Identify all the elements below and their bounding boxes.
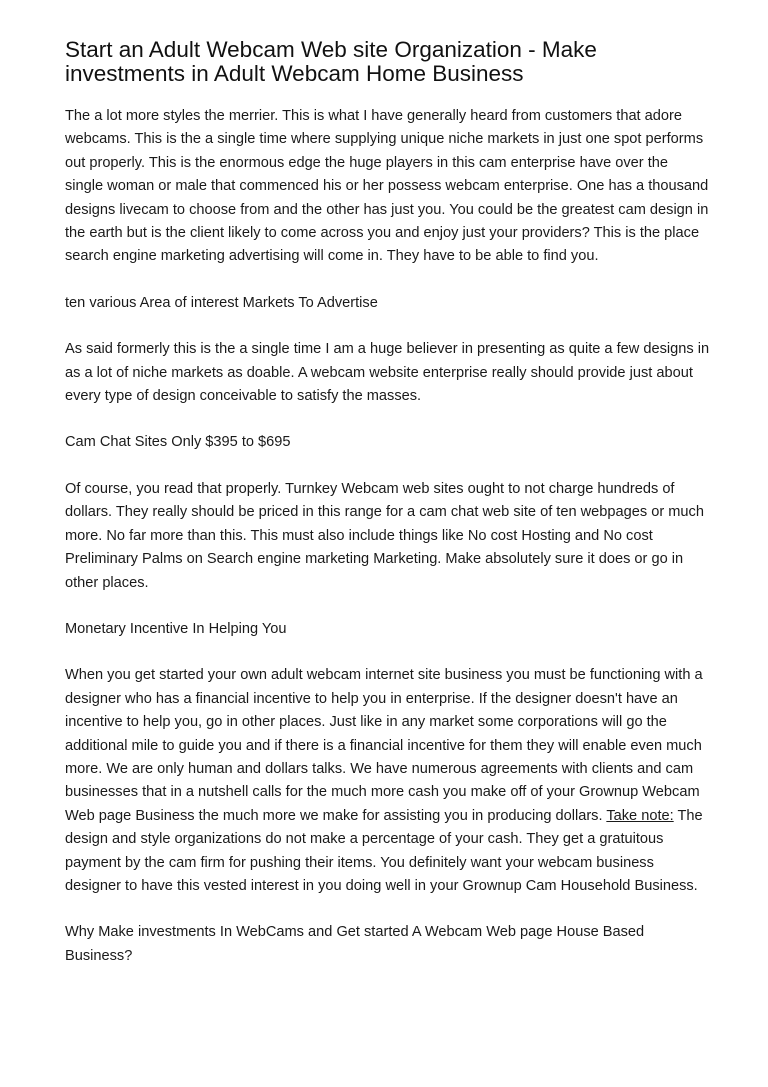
paragraph-text-part: The design and style organizations do not make a percentage of your cash. They get a gratuitous payment by the cam firm for pushing their items. You definitely want your webcam business designer to have this vested interest in you doing well in your Grownup Cam Household Business.: [65, 807, 703, 894]
paragraph-monetary-incentive: [65, 664, 710, 898]
paragraph-intro: The a lot more styles the merrier. This is what I have generally heard from customers that adore webcams. This is the a single time where supplying unique niche markets in just one spot performs out properly. This is the enormous edge the huge players in this cam enterprise have over the single woman or male that commenced his or her possess webcam enterprise. One has a thousand designs livecam to choose from and the other has just you. You could be the greatest cam design in the earth but is the client likely to come across you and enjoy just your providers? This is the place search engine marketing advertising will come in. They have to be able to find you.: [65, 108, 709, 265]
paragraph-cam-chat-sites: Of course, you read that properly. Turnkey Webcam web sites ought to not charge hundreds of dollars. They really should be priced in this range for a cam chat web site of ten webpages or much more. No far more than this. This must also include things like No cost Hosting and No cost Preliminary Palms on Search engine marketing Marketing. Make absolutely sure it does or go in other places.: [65, 480, 704, 591]
take-note-link[interactable]: Take note:: [606, 807, 674, 824]
document-page: [65, 38, 710, 991]
section-heading-niche-markets: ten various Area of interest Markets To Advertise: [65, 294, 378, 311]
section-heading-monetary-incentive: Monetary Incentive In Helping You: [65, 620, 287, 637]
section-heading-why-invest: Why Make investments In WebCams and Get started A Webcam Web page House Based Business?: [65, 924, 645, 964]
section-heading-cam-chat-sites: Cam Chat Sites Only $395 to $695: [65, 434, 291, 451]
page-title: Start an Adult Webcam Web site Organization - Make investments in Adult Webcam Home Business: [65, 37, 597, 86]
paragraph-text-part: When you get started your own adult webcam internet site business you must be functioning with a designer who has a financial incentive to help you in enterprise. If the designer doesn't have an incentive to help you, go in other places. Just like in any market some corporations will go the additional mile to guide you and if there is a financial incentive for them they will enable even much more. We are only human and dollars talks. We have numerous agreements with clients and cam businesses that in a nutshell calls for the much more cash you make off of your Grownup Webcam Web page Business the much more we make for assisting you in producing dollars.: [65, 667, 703, 824]
paragraph-niche-markets: As said formerly this is the a single time I am a huge believer in presenting as quite a few designs in as a lot of niche markets as doable. A webcam website enterprise really should provide just about every type of design conceivable to satisfy the masses.: [65, 341, 710, 405]
